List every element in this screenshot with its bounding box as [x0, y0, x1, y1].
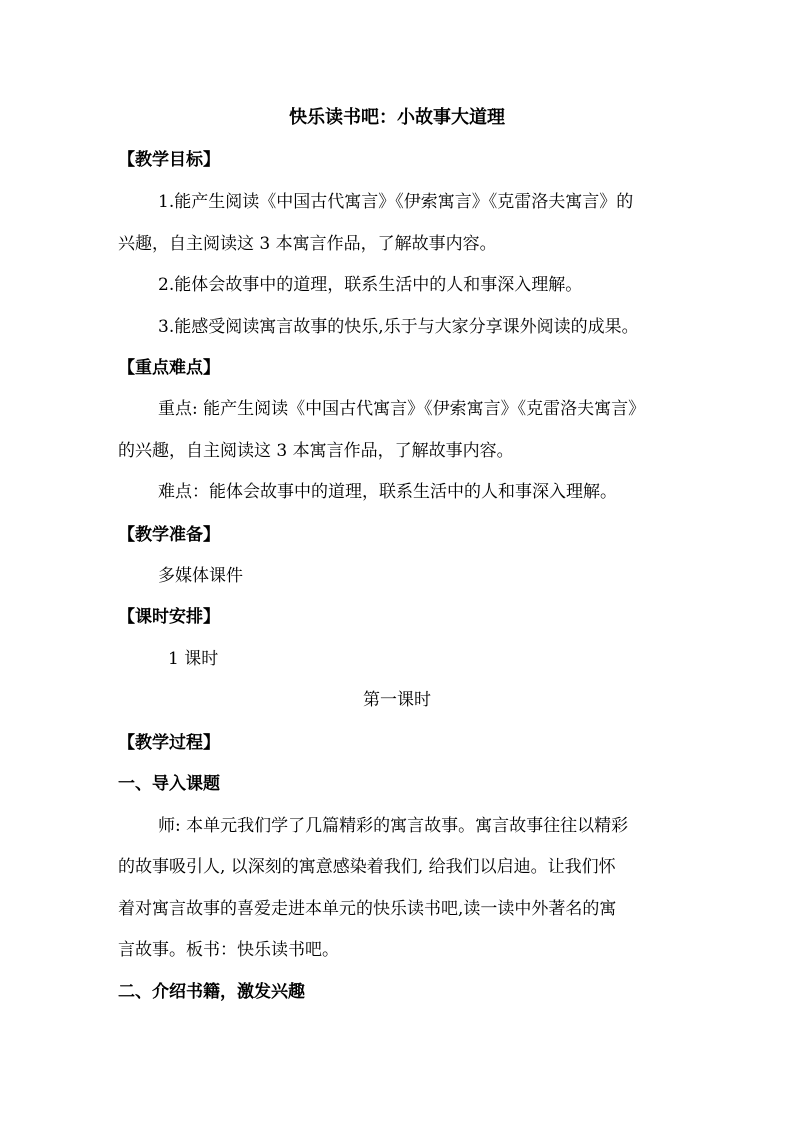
schedule-content: 1 课时: [168, 649, 219, 669]
document-title: 快乐读书吧：小故事大道理: [289, 107, 505, 128]
process-heading: 【教学过程】: [118, 733, 220, 753]
difficulty-point: 难点：能体会故事中的道理，联系生活中的人和事深入理解。: [158, 482, 617, 502]
part-1-line-1: 师: 本单元我们学了几篇精彩的寓言故事。寓言故事往往以精彩: [158, 816, 629, 836]
schedule-heading: 【课时安排】: [118, 607, 220, 627]
key-points-heading: 【重点难点】: [118, 358, 220, 378]
objective-1-line-1: 1.能产生阅读《中国古代寓言》《伊索寓言》《克雷洛夫寓言》的: [158, 192, 634, 212]
focus-point-line-2: 的兴趣，自主阅读这 3 本寓言作品，了解故事内容。: [118, 441, 514, 461]
part-1-line-2: 的故事吸引人, 以深刻的寓意感染着我们, 给我们以启迪。让我们怀: [118, 857, 616, 877]
objective-2: 2.能体会故事中的道理，联系生活中的人和事深入理解。: [158, 275, 583, 295]
focus-point-line-1: 重点: 能产生阅读《中国古代寓言》《伊索寓言》《克雷洛夫寓言》: [158, 399, 646, 419]
preparation-content: 多媒体课件: [158, 566, 243, 586]
objective-3: 3.能感受阅读寓言故事的快乐,乐于与大家分享课外阅读的成果。: [158, 317, 639, 337]
objective-1-line-2: 兴趣，自主阅读这 3 本寓言作品，了解故事内容。: [118, 234, 497, 254]
part-2-heading: 二、介绍书籍，激发兴趣: [118, 982, 305, 1002]
objectives-heading: 【教学目标】: [118, 150, 220, 170]
part-1-line-4: 言故事。板书：快乐读书吧。: [118, 940, 339, 960]
preparation-heading: 【教学准备】: [118, 525, 220, 545]
part-1-heading: 一、导入课题: [118, 774, 220, 794]
lesson-title: 第一课时: [363, 690, 431, 710]
part-1-line-3: 着对寓言故事的喜爱走进本单元的快乐读书吧,读一读中外著名的寓: [118, 899, 617, 919]
